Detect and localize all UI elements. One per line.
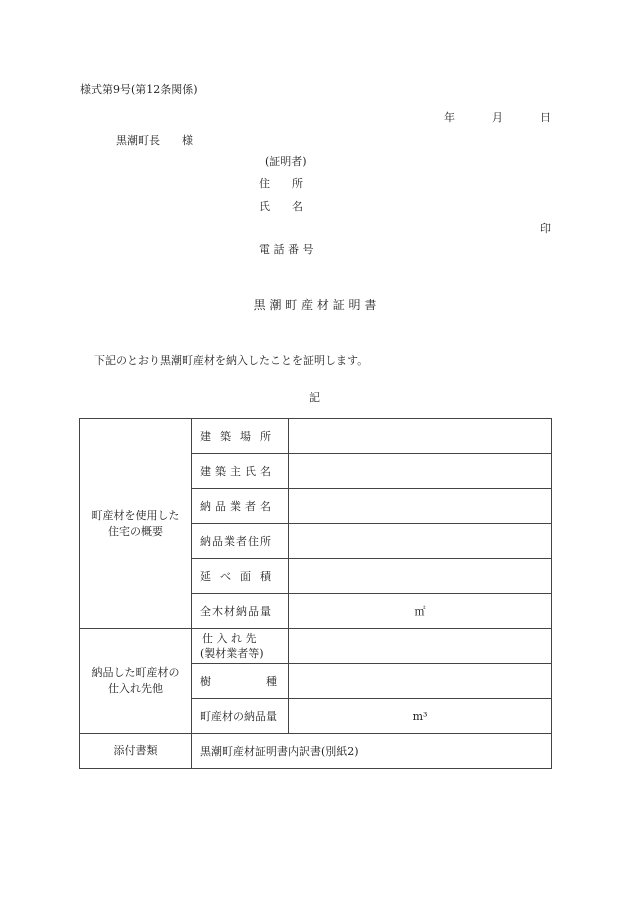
label-supplier-source-line2: (製材業者等) bbox=[200, 647, 264, 660]
label-local-wood-volume: 町産材の納品量 bbox=[192, 699, 289, 734]
group-supplier-info-line2: 仕入れ先他 bbox=[108, 682, 163, 695]
label-owner-name: 建築主氏名 bbox=[192, 454, 289, 489]
label-supplier-address: 納品業者住所 bbox=[192, 524, 289, 559]
label-floor-area: 延べ面積 bbox=[192, 559, 289, 594]
unit-cubic-meter: m³ bbox=[412, 709, 428, 723]
field-tree-species[interactable] bbox=[289, 664, 552, 699]
seal-mark: 印 bbox=[540, 222, 551, 235]
addressee-honorific: 様 bbox=[182, 134, 193, 147]
certifier-name-label: 氏 名 bbox=[259, 200, 303, 213]
field-supplier-address[interactable] bbox=[289, 524, 552, 559]
table-row bbox=[80, 419, 552, 454]
ki-label: 記 bbox=[309, 391, 320, 404]
certifier-phone-label: 電 話 番 号 bbox=[259, 243, 314, 256]
date-day-label: 日 bbox=[540, 111, 551, 124]
label-tree-species: 樹 種 bbox=[192, 664, 289, 699]
group-house-overview bbox=[80, 419, 192, 629]
field-supplier-source[interactable] bbox=[289, 629, 552, 664]
certifier-address-label: 住 所 bbox=[259, 177, 303, 190]
label-building-site: 建築場所 bbox=[192, 419, 289, 454]
field-building-site[interactable] bbox=[289, 419, 552, 454]
field-attachment: 黒潮町産材証明書内訳書(別紙2) bbox=[192, 734, 552, 769]
date-month-label: 月 bbox=[492, 111, 503, 124]
certificate-table bbox=[79, 418, 552, 769]
label-supplier-name: 納品業者名 bbox=[192, 489, 289, 524]
date-year-label: 年 bbox=[444, 111, 455, 124]
form-number: 様式第9号(第12条関係) bbox=[80, 83, 198, 96]
certification-statement: 下記のとおり黒潮町産材を納入したことを証明します。 bbox=[94, 354, 369, 367]
addressee-name: 黒潮町長 bbox=[116, 134, 160, 147]
table-row bbox=[80, 734, 552, 769]
field-floor-area[interactable] bbox=[289, 559, 552, 594]
field-total-wood[interactable] bbox=[289, 594, 552, 629]
label-supplier-source bbox=[192, 629, 289, 664]
label-total-wood: 全木材納品量 bbox=[192, 594, 289, 629]
certifier-heading: (証明者) bbox=[265, 155, 307, 168]
label-attachment: 添付書類 bbox=[80, 734, 192, 769]
field-supplier-name[interactable] bbox=[289, 489, 552, 524]
group-house-overview-line2: 住宅の概要 bbox=[108, 524, 163, 538]
unit-square-meter: ㎡ bbox=[414, 605, 426, 618]
field-local-wood-volume[interactable] bbox=[289, 699, 552, 734]
group-supplier-info bbox=[80, 629, 192, 734]
group-supplier-info-line1: 納品した町産材の bbox=[91, 666, 180, 679]
field-owner-name[interactable] bbox=[289, 454, 552, 489]
table-row bbox=[80, 629, 552, 664]
group-house-overview-line1: 町産材を使用した bbox=[91, 508, 180, 522]
label-supplier-source-line1: 仕 入 れ 先 bbox=[202, 632, 257, 645]
document-title: 黒 潮 町 産 材 証 明 書 bbox=[253, 298, 377, 312]
